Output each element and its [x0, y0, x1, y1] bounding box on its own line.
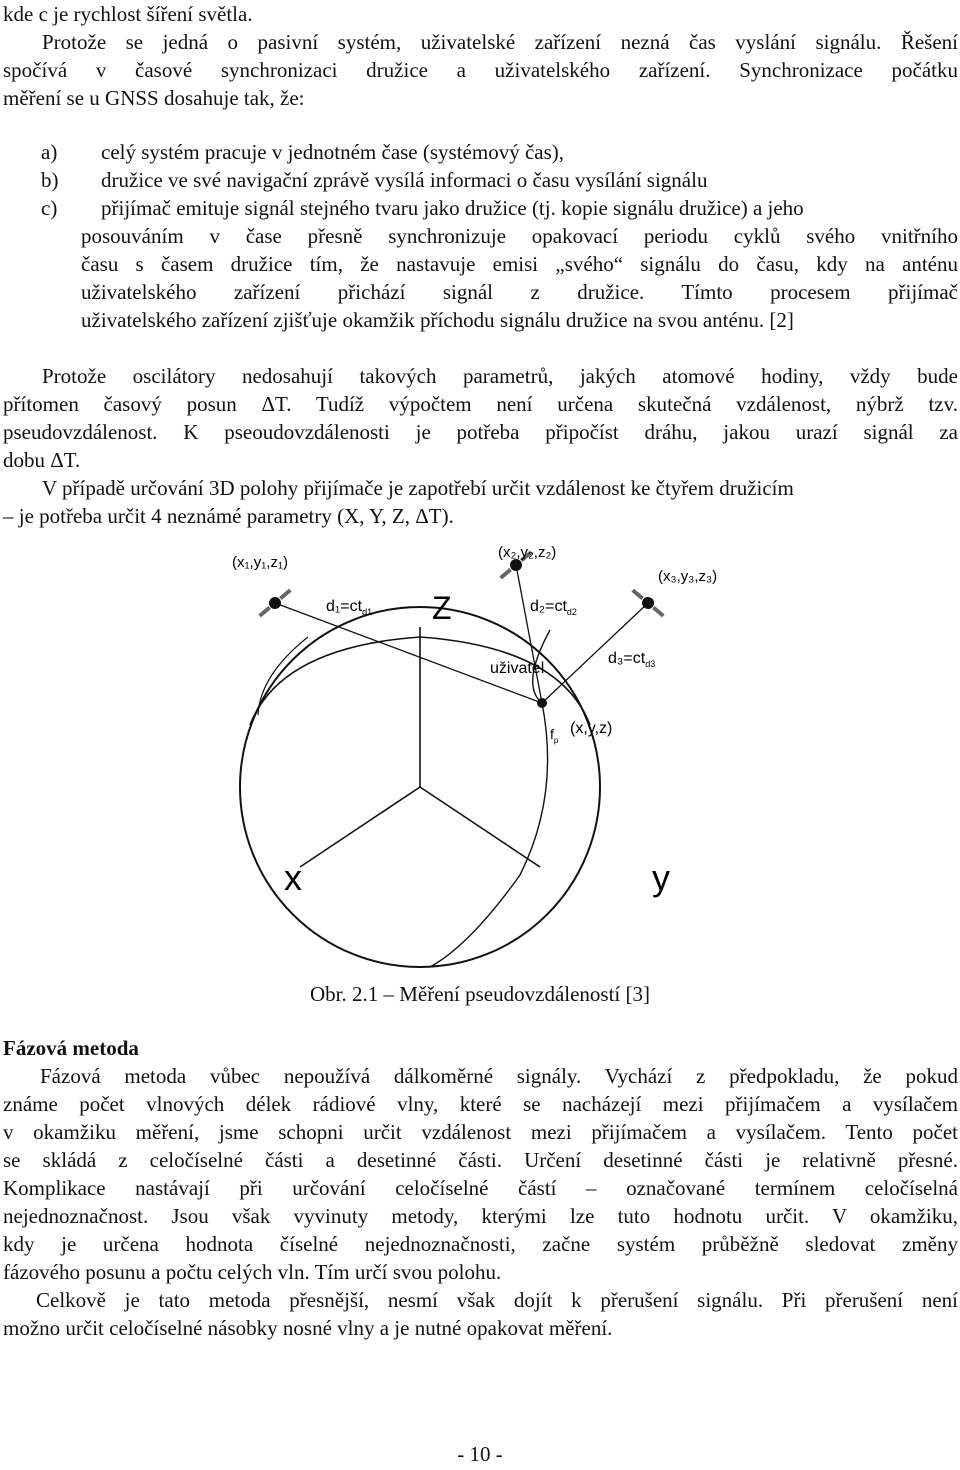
signal-line-2 — [516, 565, 542, 703]
distance-2-label — [530, 598, 577, 617]
user-point — [537, 698, 547, 708]
body-line: dobu ΔT. — [3, 448, 81, 472]
list-text: družice ve své navigační zprávě vysílá informaci o času vysílání signálu — [101, 168, 708, 192]
list-text: přijímač emituje signál stejného tvaru jako družice (tj. kopie signálu družice) a jeho — [101, 196, 804, 220]
distance-label-text: d₃=ct — [608, 650, 646, 667]
body-line: fázového posunu a počtu celých vln. Tím určí svou polohu. — [3, 1260, 502, 1284]
pseudorange-figure — [220, 535, 760, 975]
body-line: Protože oscilátory nedosahují takových parametrů, jakých atomové hodiny, vždy bude — [42, 364, 958, 388]
list-text: uživatelského zařízení zjišťuje okamžik příchodu signálu družice na svou anténu. [2] — [81, 308, 794, 332]
distance-1-label — [326, 598, 372, 617]
body-line: Komplikace nastávají při určování celočíselné částí – označované termínem celočíselná — [3, 1176, 958, 1200]
figure-caption: Obr. 2.1 – Měření pseudovzdáleností [3] — [309, 982, 650, 1006]
y-axis-label: y — [652, 857, 670, 898]
x-axis-label: x — [284, 857, 302, 898]
list-label: c) — [41, 196, 58, 220]
meridian-arc — [430, 630, 550, 967]
fp-label — [550, 726, 559, 745]
body-line: přítomen časový posun ΔT. Tudíž výpočtem není určena skutečná vzdálenost, nýbrž tzv. — [3, 392, 958, 416]
body-line: Fázová metoda vůbec nepoužívá dálkoměrné signály. Vychází z předpokladu, že pokud — [40, 1064, 958, 1088]
y-axis — [420, 787, 540, 867]
list-label: b) — [41, 168, 59, 192]
list-text: času s časem družice tím, že nastavuje emisi „svého“ signálu do času, kdy na anténu — [81, 252, 958, 276]
fp-text: f — [550, 726, 554, 742]
satellite-2-label: (x₂,y₂,z₂) — [498, 544, 557, 561]
user-label: uživatel — [490, 660, 545, 677]
signal-line-1 — [275, 603, 545, 703]
z-axis-label: Z — [432, 590, 452, 626]
distance-label-text: d₁=ct — [326, 598, 363, 615]
intro-line: kde c je rychlost šíření světla. — [3, 2, 253, 26]
section-heading: Fázová metoda — [3, 1036, 139, 1060]
body-line: se skládá z celočíselné části a desetinné části. Určení desetinné části je relativně přesné. — [3, 1148, 958, 1172]
distance-label-subscript: d1 — [362, 607, 373, 617]
list-text: celý systém pracuje v jednotném čase (systémový čas), — [101, 140, 565, 164]
intro-line: Protože se jedná o pasivní systém, uživatelské zařízení nezná čas vyslání signálu. Řešení — [42, 30, 958, 54]
distance-label-subscript: d2 — [566, 607, 577, 617]
satellite-1-label: (x₁,y₁,z₁) — [232, 554, 289, 571]
x-axis — [300, 787, 420, 867]
intro-line: měření se u GNSS dosahuje tak, že: — [3, 86, 305, 110]
list-text: uživatelského zařízení přichází signál z družice. Tímto procesem přijímač — [81, 280, 958, 304]
body-line: pseudovzdálenost. K pseoudovzdálenosti je potřeba připočíst dráhu, jakou urazí signál za — [3, 420, 958, 444]
list-text: posouváním v čase přesně synchronizuje opakovací periodu cyklů svého vnitřního — [81, 224, 958, 248]
distance-label-text: d₂=ct — [530, 598, 567, 615]
list-label: a) — [41, 140, 58, 164]
user-position-label: (x,y,z) — [570, 720, 613, 737]
distance-label-subscript: d3 — [645, 659, 656, 669]
body-line: v okamžiku měření, jsme schopni určit vzdálenost mezi přijímačem a vysílačem. Tento počet — [3, 1120, 958, 1144]
satellite-icon — [256, 586, 294, 621]
body-line: kdy je určena hodnota číselné nejednoznačnosti, začne systém průběžně sledovat změny — [3, 1232, 958, 1256]
body-line: nejednoznačnost. Jsou však vyvinuty metody, kterými lze tuto hodnotu určit. V okamžiku, — [3, 1204, 958, 1228]
fp-subscript: p — [553, 736, 559, 745]
body-line: – je potřeba určit 4 neznámé parametry (X, Y, Z, ΔT). — [3, 504, 454, 528]
satellite-3-label: (x₃,y₃,z₃) — [658, 568, 718, 585]
body-line: možno určit celočíselné násobky nosné vlny a je nutné opakovat měření. — [3, 1316, 613, 1340]
body-line: známe počet vlnových délek rádiové vlny, které se nacházejí mezi přijímačem a vysílačem — [3, 1092, 958, 1116]
body-line: Celkově je tato metoda přesnější, nesmí však dojít k přerušení signálu. Při přerušení není — [36, 1288, 958, 1312]
page-number: - 10 - — [457, 1442, 503, 1466]
distance-3-label — [608, 650, 655, 669]
body-line: V případě určování 3D polohy přijímače je zapotřebí určit vzdálenost ke čtyřem družicím — [42, 476, 794, 500]
intro-line: spočívá v časové synchronizaci družice a uživatelského zařízení. Synchronizace počátku — [3, 58, 958, 82]
latitude-arc — [258, 637, 308, 715]
